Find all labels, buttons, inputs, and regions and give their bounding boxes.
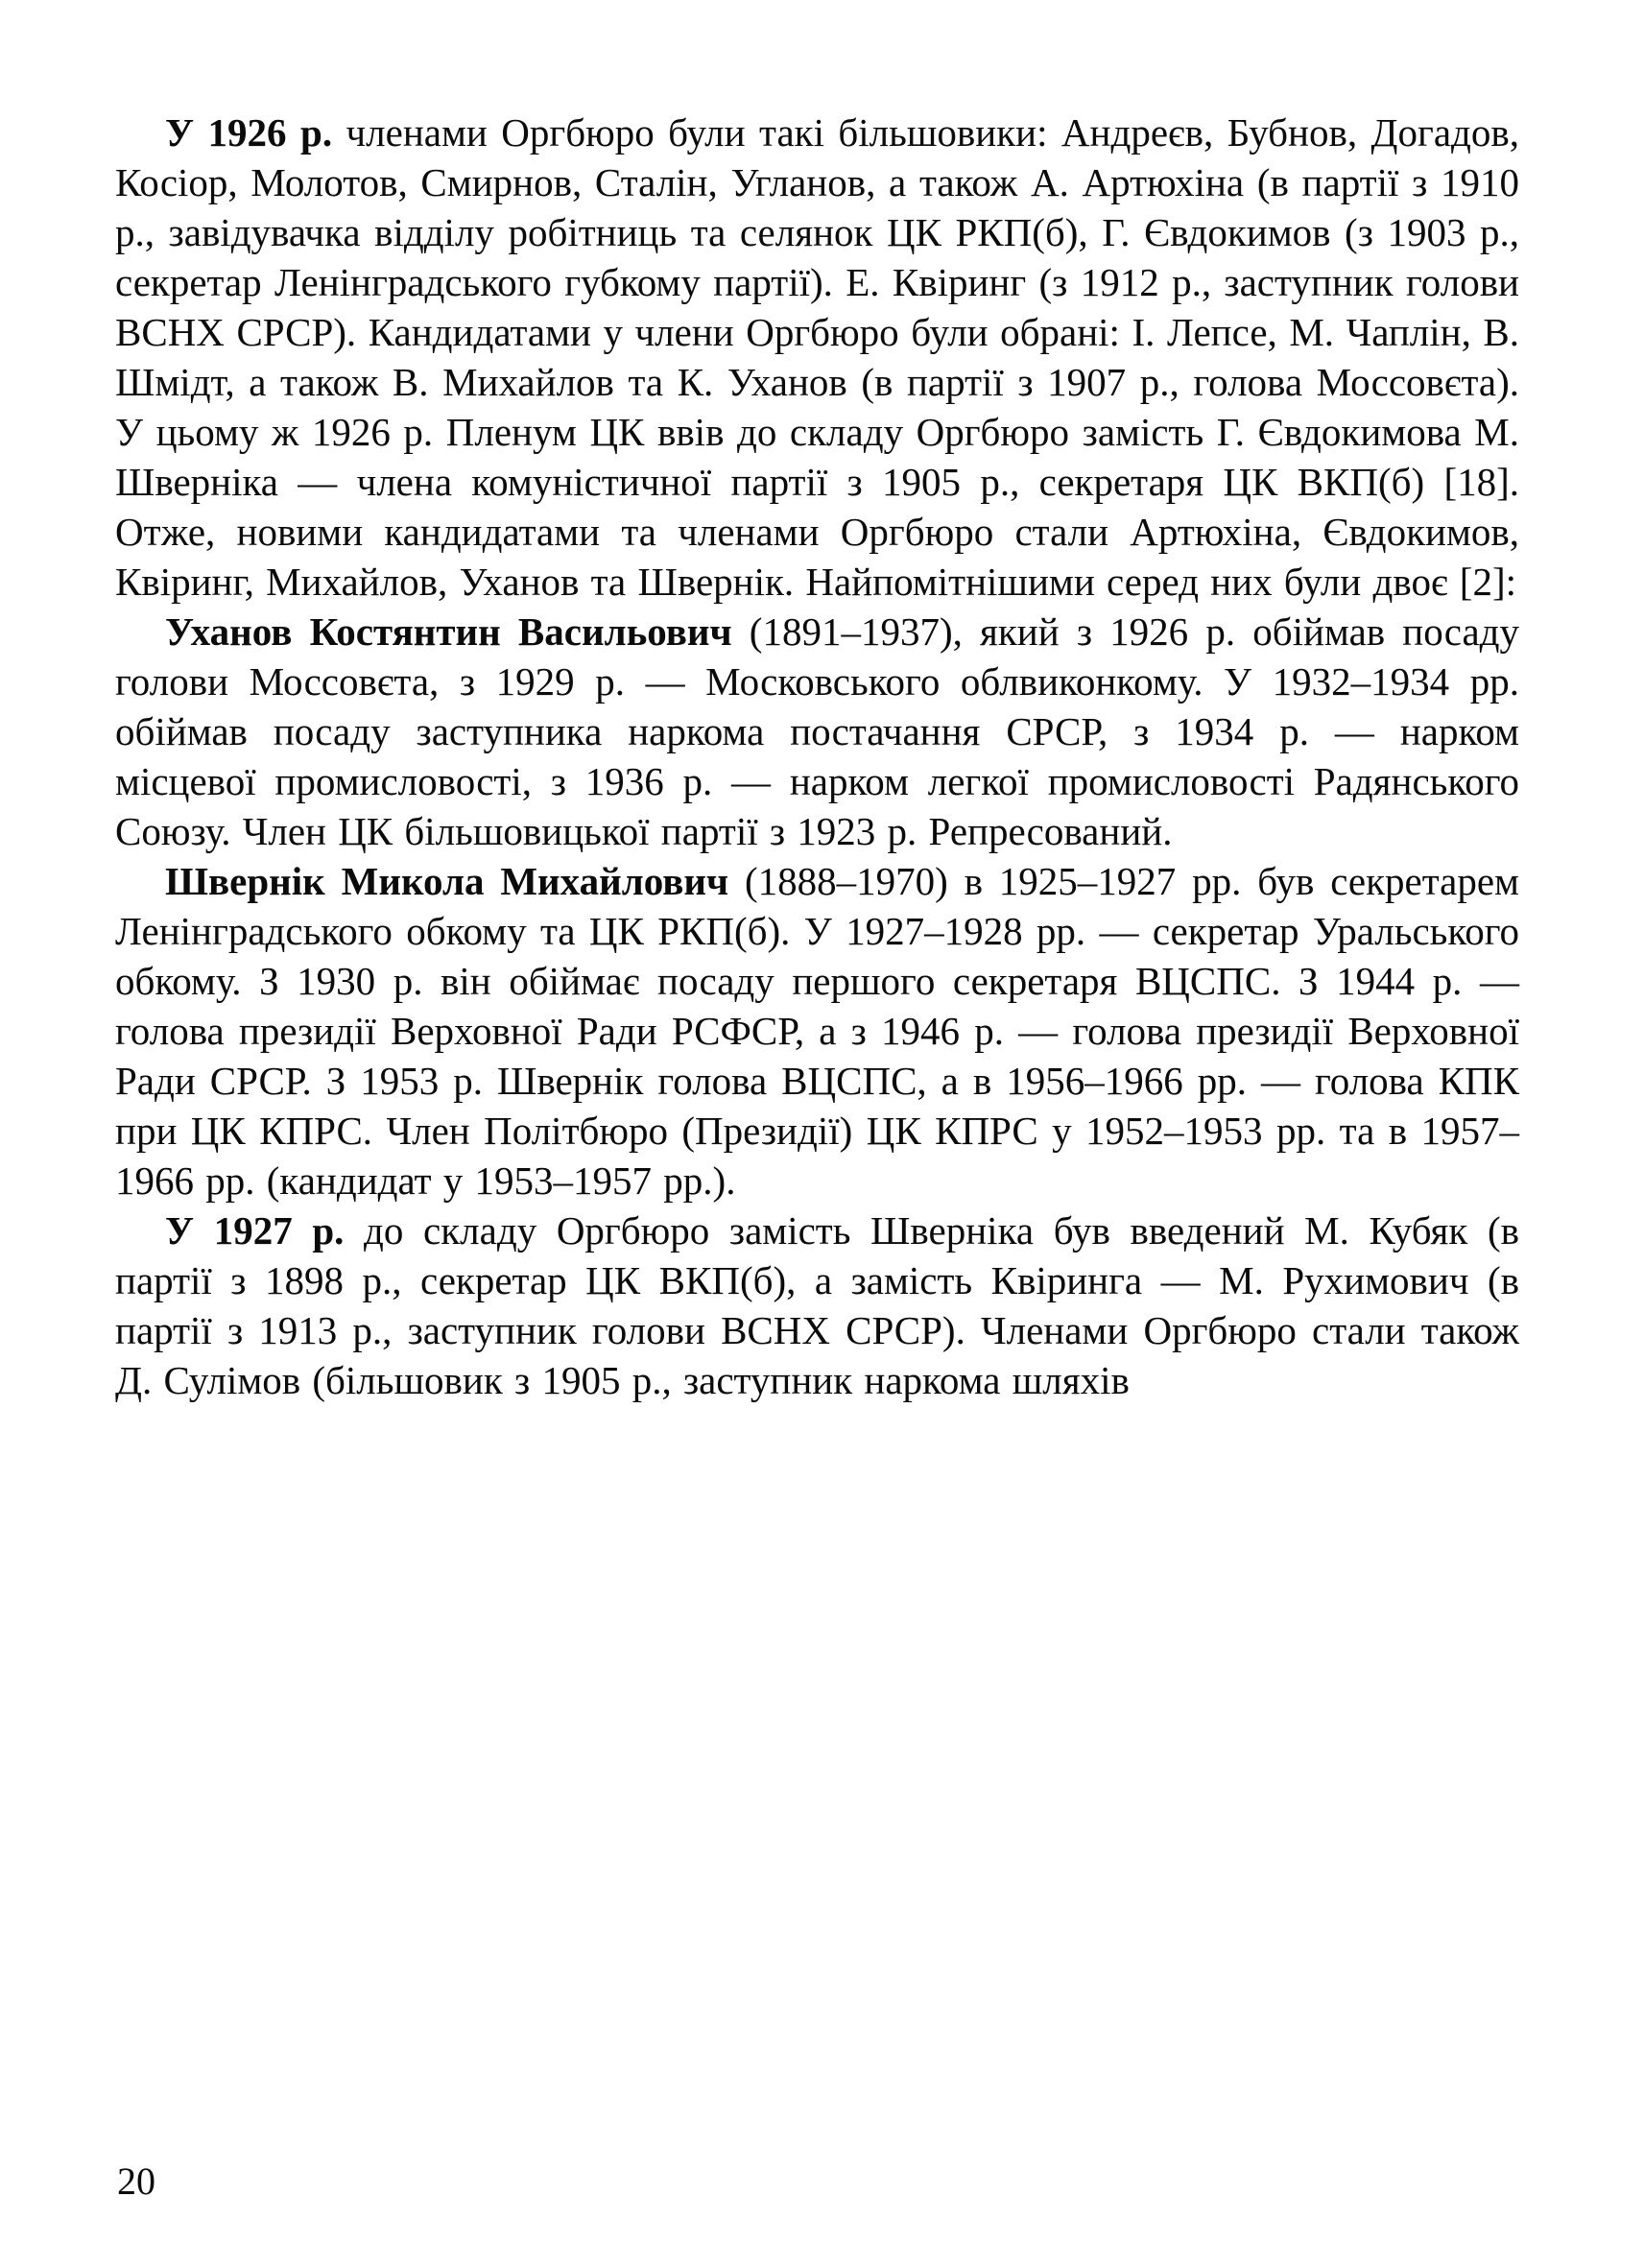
paragraph-lead: У 1926 р. bbox=[165, 110, 333, 155]
paragraph-lead: Швернік Микола Михайлович bbox=[165, 859, 729, 903]
paragraph-text: до складу Оргбюро замість Шверніка був введений М. Кубяк (в партії з 1898 р., секретар ЦК ВКП(б), а замість Квіринга — М. Рухимович (в партії з 1913 р., заступник голови ВСНХ СРСР). Членами Оргбюро стали також Д. Сулімов (більшовик з 1905 р., заступник наркома шляхів bbox=[115, 1208, 1519, 1402]
page-number: 20 bbox=[117, 2160, 155, 2203]
paragraph-lead: У 1927 р. bbox=[165, 1208, 345, 1253]
paragraph-lead: Уханов Костянтин Васильович bbox=[165, 609, 732, 654]
text-block bbox=[115, 107, 1519, 1405]
paragraph-text: (1888–1970) в 1925–1927 рр. був секретарем Ленінградського обкому та ЦК РКП(б). У 1927–1928 рр. — секретар Уральського обкому. З 1930 р. він обіймає посаду першого секретаря ВЦСПС. З 1944 р. — голова президії Верховної Ради РСФСР, а з 1946 р. — голова президії Верховної Ради СРСР. З 1953 р. Швернік голова ВЦСПС, а в 1956–1966 рр. — голова КПК при ЦК КПРС. Член Політбюро (Президії) ЦК КПРС у 1952–1953 рр. та в 1957–1966 рр. (кандидат у 1953–1957 рр.). bbox=[115, 859, 1519, 1203]
paragraph-orgburo-1926 bbox=[115, 107, 1519, 607]
paragraph-orgburo-1927 bbox=[115, 1206, 1519, 1405]
paragraph-text: членами Оргбюро були такі більшовики: Андреєв, Бубнов, Догадов, Косіор, Молотов, Смирнов, Сталін, Угланов, а також А. Артюхіна (в партії з 1910 р., завідувачка відділу робітниць та селянок ЦК РКП(б), Г. Євдокимов (з 1903 р., секретар Ленінградського губкому партії). Е. Квіринг (з 1912 р., заступник голови ВСНХ СРСР). Кандидатами у члени Оргбюро були обрані: І. Лепсе, М. Чаплін, В. Шмідт, а також В. Михайлов та К. Уханов (в партії з 1907 р., голова Моссовєта). У цьому ж 1926 р. Пленум ЦК ввів до складу Оргбюро замість Г. Євдокимова М. Шверніка — члена комуністичної партії з 1905 р., секретаря ЦК ВКП(б) [18]. Отже, новими кандидатами та членами Оргбюро стали Артюхіна, Євдокимов, Квіринг, Михайлов, Уханов та Швернік. Найпомітнішими серед них були двоє [2]: bbox=[115, 110, 1519, 604]
paragraph-shvernik bbox=[115, 856, 1519, 1206]
paragraph-text: (1891–1937), який з 1926 р. обіймав посаду голови Моссовєта, з 1929 р. — Московського облвиконкому. У 1932–1934 рр. обіймав посаду заступника наркома постачання СРСР, з 1934 р. — нарком місцевої промисловості, з 1936 р. — нарком легкої промисловості Радянського Союзу. Член ЦК більшовицької партії з 1923 р. Репресований. bbox=[115, 609, 1520, 853]
paragraph-ukhanov bbox=[115, 607, 1519, 856]
